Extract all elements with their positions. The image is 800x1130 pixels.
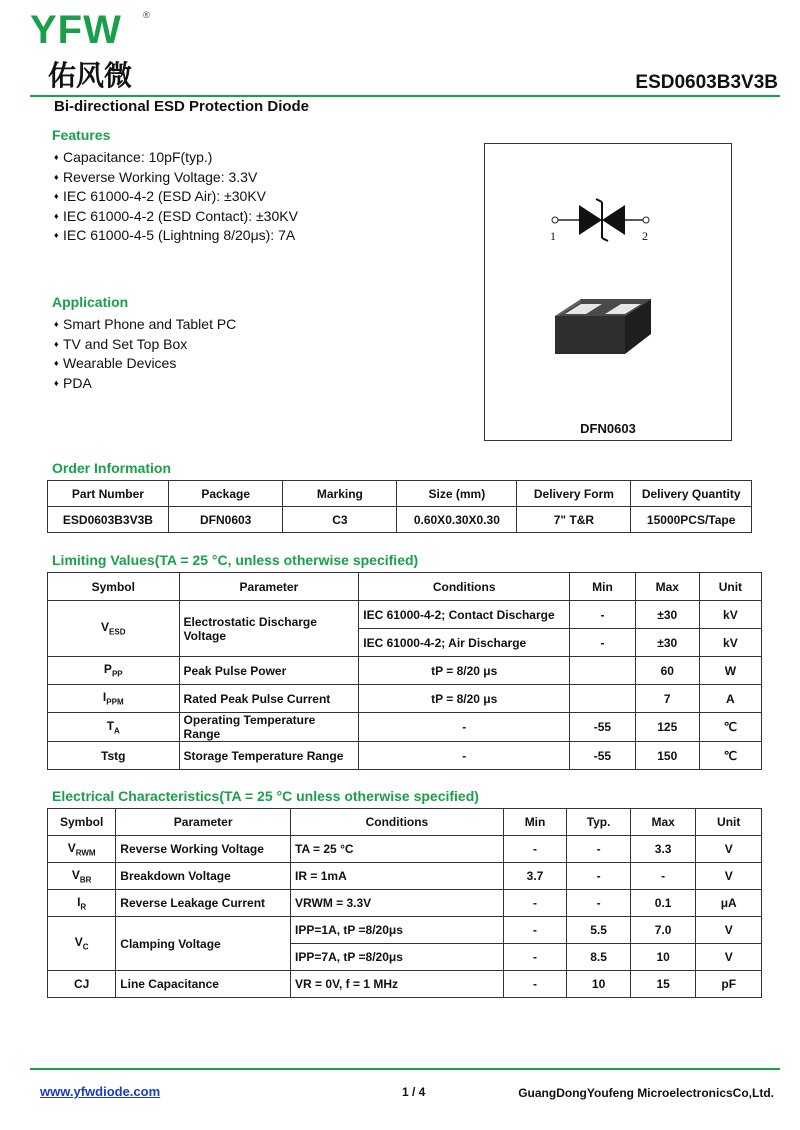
- application-list: [56, 315, 236, 393]
- min-cell: -: [570, 601, 636, 629]
- symbol-subscript: RWM: [75, 848, 96, 858]
- symbol-subscript: PPM: [106, 697, 124, 707]
- application-item: ♦ TV and Set Top Box: [56, 335, 236, 355]
- feature-item: ♦ IEC 61000-4-2 (ESD Air): ±30KV: [56, 187, 298, 207]
- symbol-text: V: [101, 620, 110, 635]
- table-cell: DFN0603: [168, 507, 283, 533]
- max-cell: ±30: [635, 601, 699, 629]
- parameter-cell: Reverse Working Voltage: [116, 836, 291, 863]
- footer-divider: [30, 1068, 780, 1070]
- application-item: ♦ Smart Phone and Tablet PC: [56, 315, 236, 335]
- column-header: Symbol: [48, 809, 116, 836]
- column-header: Part Number: [48, 481, 169, 507]
- column-header: Typ.: [567, 809, 631, 836]
- column-header: Delivery Quantity: [631, 481, 752, 507]
- table-cell: C3: [283, 507, 397, 533]
- min-cell: 3.7: [503, 863, 566, 890]
- symbol-subscript: C: [82, 942, 89, 952]
- table-cell: 7" T&R: [517, 507, 631, 533]
- condition-cell: VRWM = 3.3V: [291, 890, 504, 917]
- column-header: Min: [503, 809, 566, 836]
- column-header: Unit: [699, 573, 761, 601]
- typ-cell: -: [567, 890, 631, 917]
- column-header: Unit: [696, 809, 762, 836]
- symbol-text: V: [74, 935, 83, 950]
- unit-cell: μA: [696, 890, 762, 917]
- symbol-cell: [48, 742, 180, 770]
- parameter-cell: Operating Temperature Range: [179, 713, 359, 742]
- symbol-cell: [48, 601, 180, 657]
- unit-cell: A: [699, 685, 761, 713]
- symbol-text: I: [102, 690, 107, 705]
- column-header: Conditions: [359, 573, 570, 601]
- symbol-subscript: R: [80, 902, 87, 912]
- table-row: [48, 917, 762, 944]
- typ-cell: -: [567, 836, 631, 863]
- max-cell: 125: [635, 713, 699, 742]
- symbol-cell: [48, 836, 116, 863]
- electrical-char-table: [47, 808, 762, 998]
- table-cell: 15000PCS/Tape: [631, 507, 752, 533]
- unit-cell: V: [696, 944, 762, 971]
- electrical-char-heading: Electrical Characteristics(TA = 25 °C unless otherwise specified): [52, 788, 479, 804]
- max-cell: 3.3: [630, 836, 696, 863]
- table-header-row: [48, 573, 762, 601]
- package-figure: [484, 143, 732, 441]
- parameter-cell: Clamping Voltage: [116, 917, 291, 971]
- parameter-cell: Rated Peak Pulse Current: [179, 685, 359, 713]
- order-info-table: [47, 480, 752, 533]
- logo-chinese-name: 佑风微: [48, 59, 133, 92]
- order-info-heading: Order Information: [52, 460, 172, 476]
- pin-2-label: 2: [642, 229, 648, 243]
- min-cell: [570, 657, 636, 685]
- condition-cell: VR = 0V, f = 1 MHz: [291, 971, 504, 998]
- column-header: Marking: [283, 481, 397, 507]
- typ-cell: 8.5: [567, 944, 631, 971]
- parameter-cell: Electrostatic Discharge Voltage: [179, 601, 359, 657]
- symbol-text: P: [103, 662, 112, 677]
- symbol-cell: [48, 890, 116, 917]
- application-item: ♦ PDA: [56, 374, 236, 394]
- table-cell: ESD0603B3V3B: [48, 507, 169, 533]
- typ-cell: 10: [567, 971, 631, 998]
- min-cell: -: [503, 890, 566, 917]
- feature-item: ♦ Reverse Working Voltage: 3.3V: [56, 168, 298, 188]
- features-list: [56, 148, 298, 246]
- typ-cell: -: [567, 863, 631, 890]
- table-row: [48, 685, 762, 713]
- min-cell: -: [503, 917, 566, 944]
- symbol-text: V: [71, 867, 80, 882]
- column-header: Min: [570, 573, 636, 601]
- package-name-label: DFN0603: [580, 421, 636, 436]
- min-cell: -55: [570, 742, 636, 770]
- feature-item: ♦ Capacitance: 10pF(typ.): [56, 148, 298, 168]
- feature-item: ♦ IEC 61000-4-2 (ESD Contact): ±30KV: [56, 207, 298, 227]
- column-header: Conditions: [291, 809, 504, 836]
- parameter-cell: Breakdown Voltage: [116, 863, 291, 890]
- symbol-cell: [48, 917, 116, 971]
- symbol-cell: CJ: [48, 971, 116, 998]
- max-cell: 10: [630, 944, 696, 971]
- unit-cell: ℃: [699, 742, 761, 770]
- unit-cell: V: [696, 836, 762, 863]
- table-cell: 0.60X0.30X0.30: [397, 507, 517, 533]
- table-row: [48, 713, 762, 742]
- page-number: 1 / 4: [402, 1085, 426, 1099]
- parameter-cell: Reverse Leakage Current: [116, 890, 291, 917]
- document-subtitle: Bi-directional ESD Protection Diode: [54, 98, 310, 115]
- min-cell: -: [503, 971, 566, 998]
- table-row: [48, 601, 762, 629]
- min-cell: -55: [570, 713, 636, 742]
- symbol-subscript: PP: [111, 669, 123, 679]
- company-logo: [30, 10, 170, 95]
- column-header: Parameter: [179, 573, 359, 601]
- symbol-subscript: ESD: [109, 627, 126, 637]
- parameter-cell: Peak Pulse Power: [179, 657, 359, 685]
- min-cell: -: [570, 629, 636, 657]
- column-header: Package: [168, 481, 283, 507]
- max-cell: 60: [635, 657, 699, 685]
- table-row: [48, 863, 762, 890]
- column-header: Size (mm): [397, 481, 517, 507]
- column-header: Max: [635, 573, 699, 601]
- max-cell: ±30: [635, 629, 699, 657]
- condition-cell: IEC 61000-4-2; Air Discharge: [359, 629, 570, 657]
- symbol-text: Tstg: [101, 748, 126, 763]
- table-row: [48, 507, 752, 533]
- min-cell: -: [503, 944, 566, 971]
- symbol-cell: [48, 863, 116, 890]
- part-number-title: ESD0603B3V3B: [635, 72, 778, 93]
- condition-cell: IR = 1mA: [291, 863, 504, 890]
- min-cell: -: [503, 836, 566, 863]
- logo-letters: YFW: [30, 8, 122, 52]
- limiting-values-table: [47, 572, 762, 770]
- table-header-row: [48, 809, 762, 836]
- application-heading: Application: [52, 294, 129, 310]
- max-cell: 15: [630, 971, 696, 998]
- column-header: Parameter: [116, 809, 291, 836]
- limiting-values-heading: Limiting Values(TA = 25 °C, unless otherwise specified): [52, 552, 419, 568]
- table-row: [48, 836, 762, 863]
- column-header: Symbol: [48, 573, 180, 601]
- website-link[interactable]: www.yfwdiode.com: [40, 1084, 161, 1099]
- symbol-cell: [48, 685, 180, 713]
- unit-cell: V: [696, 917, 762, 944]
- condition-cell: tP = 8/20 μs: [359, 685, 570, 713]
- condition-cell: -: [359, 713, 570, 742]
- unit-cell: ℃: [699, 713, 761, 742]
- symbol-cell: [48, 657, 180, 685]
- unit-cell: pF: [696, 971, 762, 998]
- max-cell: 0.1: [630, 890, 696, 917]
- min-cell: [570, 685, 636, 713]
- header-divider: [30, 95, 780, 97]
- symbol-cell: [48, 713, 180, 742]
- column-header: Max: [630, 809, 696, 836]
- condition-cell: TA = 25 °C: [291, 836, 504, 863]
- table-row: [48, 657, 762, 685]
- condition-cell: IPP=7A, tP =8/20μs: [291, 944, 504, 971]
- condition-cell: -: [359, 742, 570, 770]
- typ-cell: 5.5: [567, 917, 631, 944]
- condition-cell: IPP=1A, tP =8/20μs: [291, 917, 504, 944]
- registered-mark: ®: [143, 10, 150, 20]
- table-header-row: [48, 481, 752, 507]
- unit-cell: W: [699, 657, 761, 685]
- symbol-text: I: [77, 894, 81, 909]
- symbol-subscript: BR: [79, 875, 92, 885]
- symbol-text: V: [67, 840, 76, 855]
- parameter-cell: Storage Temperature Range: [179, 742, 359, 770]
- max-cell: -: [630, 863, 696, 890]
- column-header: Delivery Form: [517, 481, 631, 507]
- application-item: ♦ Wearable Devices: [56, 354, 236, 374]
- company-name: GuangDongYoufeng MicroelectronicsCo,Ltd.: [518, 1086, 774, 1100]
- symbol-subscript: A: [114, 726, 120, 736]
- table-row: [48, 971, 762, 998]
- feature-item: ♦ IEC 61000-4-5 (Lightning 8/20μs): 7A: [56, 226, 298, 246]
- max-cell: 7: [635, 685, 699, 713]
- max-cell: 150: [635, 742, 699, 770]
- max-cell: 7.0: [630, 917, 696, 944]
- condition-cell: tP = 8/20 μs: [359, 657, 570, 685]
- table-row: [48, 742, 762, 770]
- condition-cell: IEC 61000-4-2; Contact Discharge: [359, 601, 570, 629]
- pin-1-label: 1: [550, 229, 556, 243]
- table-row: [48, 890, 762, 917]
- features-heading: Features: [52, 127, 111, 143]
- unit-cell: kV: [699, 601, 761, 629]
- symbol-text: T: [106, 718, 115, 733]
- parameter-cell: Line Capacitance: [116, 971, 291, 998]
- dfn-package-icon: [485, 144, 731, 440]
- unit-cell: kV: [699, 629, 761, 657]
- unit-cell: V: [696, 863, 762, 890]
